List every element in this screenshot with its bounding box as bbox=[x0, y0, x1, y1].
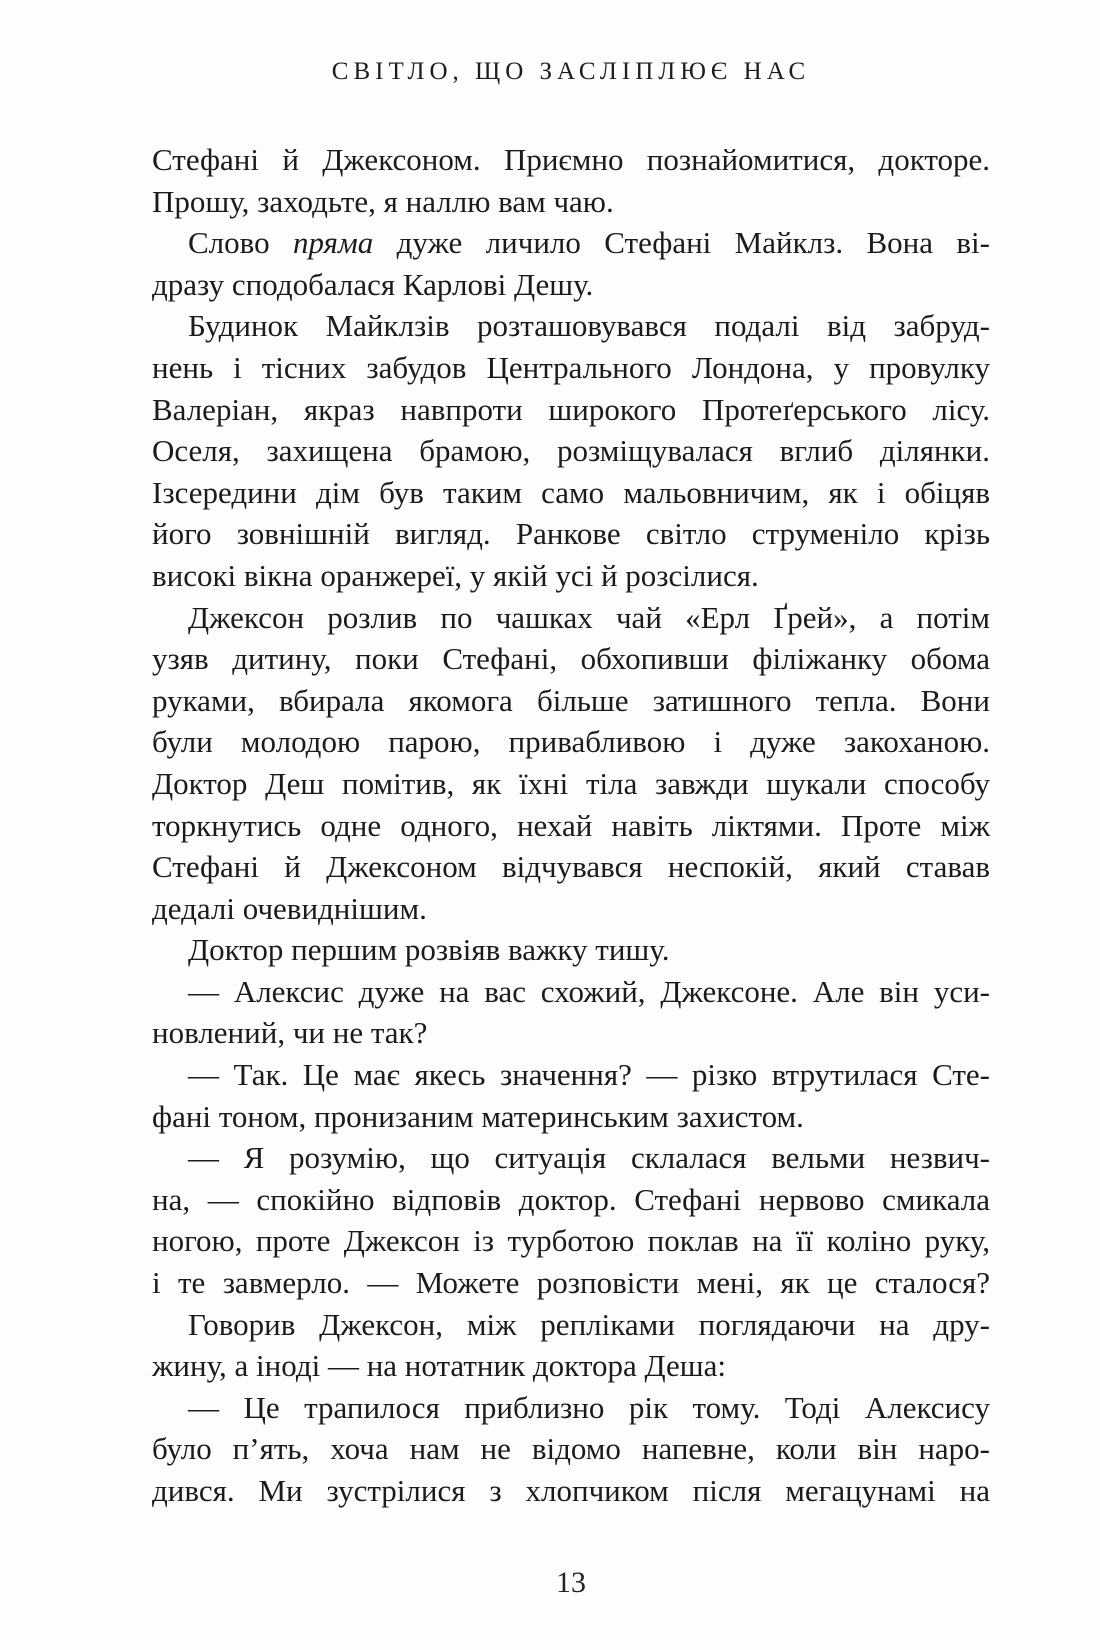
text-line bbox=[152, 680, 990, 722]
text-run: Доктор першим розвіяв важку тишу. bbox=[188, 932, 670, 968]
text-line bbox=[152, 305, 990, 347]
text-run: дився. Ми зустрілися з хлопчиком після мегацунамі на bbox=[152, 1473, 990, 1508]
text-line bbox=[152, 1220, 990, 1262]
text-run: Джексон розлив по чашках чай «Ерл Ґрей», а потім bbox=[188, 599, 990, 635]
text-line bbox=[152, 389, 990, 431]
text-line bbox=[152, 1304, 990, 1346]
text-run: дразу сподобалася Карлові Дешу. bbox=[152, 266, 594, 302]
text-line bbox=[152, 1137, 990, 1179]
italic-text-run: пряма bbox=[292, 225, 374, 261]
text-run: його зовнішній вигляд. Ранкове світло струменіло крізь bbox=[152, 516, 990, 552]
text-line bbox=[152, 597, 990, 639]
text-run: високі вікна оранжереї, у якій усі й розсілися. bbox=[152, 557, 759, 593]
text-line bbox=[152, 139, 990, 181]
text-run: — Так. Це має якесь значення? — різко втрутилася Сте- bbox=[188, 1057, 990, 1093]
text-line bbox=[152, 1470, 990, 1512]
text-line bbox=[152, 1179, 990, 1221]
text-line bbox=[152, 513, 990, 555]
body-text bbox=[152, 139, 990, 1512]
text-run: ногою, проте Джексон із турботою поклав на її коліно руку, bbox=[152, 1223, 990, 1259]
text-run: торкнутись одне одного, нехай навіть ліктями. Проте між bbox=[152, 807, 990, 843]
text-line bbox=[152, 763, 990, 805]
text-run: і те завмерло. — Можете розповісти мені, як це сталося? bbox=[152, 1265, 990, 1301]
text-line bbox=[152, 1345, 990, 1387]
text-run: Будинок Майклзів розташовувався подалі від забруд- bbox=[188, 308, 990, 344]
text-run: руками, вбирала якомога більше затишного тепла. Вони bbox=[152, 682, 990, 718]
text-run: — Алексис дуже на вас схожий, Джексоне. Але він уси- bbox=[188, 973, 990, 1009]
text-run: було п’ять, хоча нам не відомо напевне, коли він наро- bbox=[152, 1431, 990, 1467]
text-run: Стефані й Джексоном. Приємно познайомитися, докторе. bbox=[152, 142, 990, 177]
text-line bbox=[152, 888, 990, 930]
text-line bbox=[152, 1428, 990, 1470]
running-head: СВІТЛО, ЩО ЗАСЛІПЛЮЄ НАС bbox=[331, 58, 811, 85]
text-line bbox=[152, 1054, 990, 1096]
text-line bbox=[152, 1012, 990, 1054]
text-line bbox=[152, 1262, 990, 1304]
text-line bbox=[152, 222, 990, 264]
text-run: були молодою парою, привабливою і дуже закоханою. bbox=[152, 724, 990, 760]
text-run: — Я розумію, що ситуація склалася вельми незвич- bbox=[188, 1140, 990, 1176]
text-line bbox=[152, 1096, 990, 1138]
text-run: узяв дитину, поки Стефані, обхопивши філіжанку обома bbox=[152, 641, 990, 677]
text-line bbox=[152, 846, 990, 888]
text-line bbox=[152, 555, 990, 597]
text-line bbox=[152, 971, 990, 1013]
text-run: Валеріан, якраз навпроти широкого Протеґерського лісу. bbox=[152, 391, 990, 427]
text-run: — Це трапилося приблизно рік тому. Тоді Алексису bbox=[188, 1389, 990, 1425]
text-line bbox=[152, 1387, 990, 1429]
text-run: дуже личило Стефані Майклз. Вона ві- bbox=[373, 225, 990, 261]
text-line bbox=[152, 347, 990, 389]
text-run: Оселя, захищена брамою, розміщувалася вглиб ділянки. bbox=[152, 433, 990, 469]
text-run: Говорив Джексон, між репліками поглядаючи на дру- bbox=[188, 1306, 990, 1342]
page-number: 13 bbox=[556, 1566, 586, 1599]
text-line bbox=[152, 181, 990, 223]
text-run: на, — спокійно відповів доктор. Стефані нервово смикала bbox=[152, 1181, 990, 1217]
text-run: Прошу, заходьте, я наллю вам чаю. bbox=[152, 183, 614, 219]
text-line bbox=[152, 805, 990, 847]
text-line bbox=[152, 472, 990, 514]
text-run: новлений, чи не так? bbox=[152, 1015, 428, 1051]
text-run: фані тоном, пронизаним материнським захистом. bbox=[152, 1098, 804, 1134]
text-run: дедалі очевиднішим. bbox=[152, 890, 427, 926]
text-line bbox=[152, 929, 990, 971]
text-run: жину, а іноді — на нотатник доктора Деша: bbox=[152, 1348, 726, 1384]
text-run: Слово bbox=[188, 225, 293, 261]
text-line bbox=[152, 264, 990, 306]
text-run: Доктор Деш помітив, як їхні тіла завжди шукали способу bbox=[152, 765, 990, 801]
text-run: Стефані й Джексоном відчувався неспокій, який ставав bbox=[152, 849, 990, 885]
text-line bbox=[152, 721, 990, 763]
text-run: нень і тісних забудов Центрального Лондона, у провулку bbox=[152, 349, 990, 385]
text-line bbox=[152, 430, 990, 472]
text-run: Ізсередини дім був таким само мальовничим, як і обіцяв bbox=[152, 474, 990, 510]
text-line bbox=[152, 638, 990, 680]
